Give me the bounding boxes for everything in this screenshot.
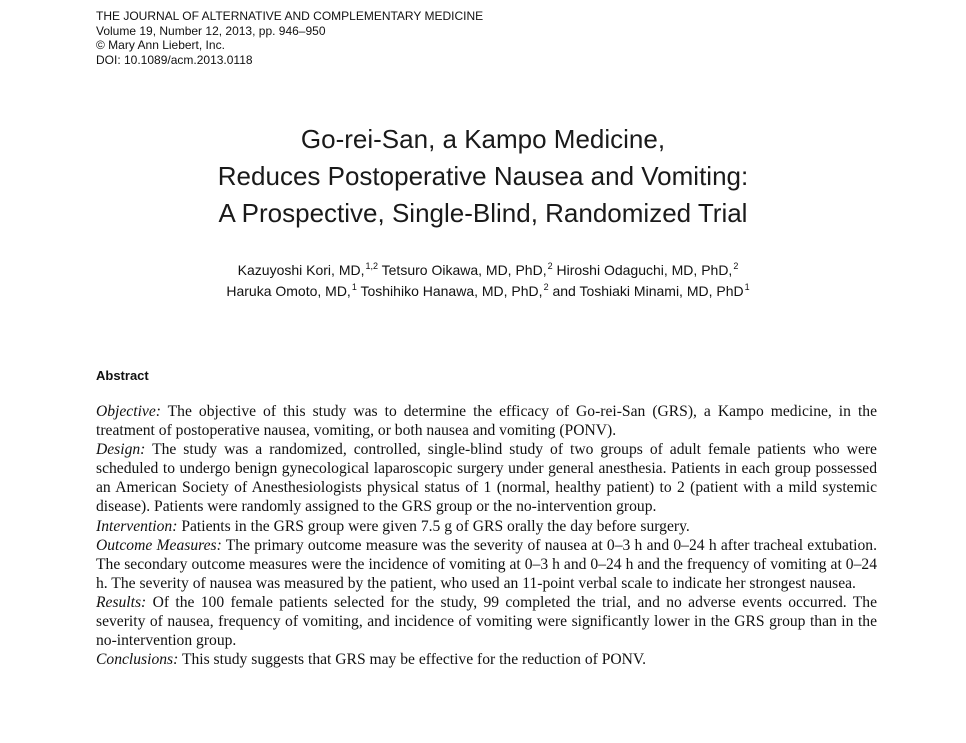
author-name: Hiroshi Odaguchi, MD, PhD, (556, 262, 733, 278)
doi-line: DOI: 10.1089/acm.2013.0118 (96, 52, 253, 67)
author-affiliation: 2 (733, 261, 739, 271)
abstract-heading: Abstract (96, 368, 149, 383)
author-list (0, 260, 966, 302)
section-text: The study was a randomized, controlled, single-blind study of two groups of adult female patients who were scheduled to undergo benign gynecological laparoscopic surgery under general anesthesia. Patients in each group possessed an American Society of Anesthesiologists physical status of 1 (normal, healthy patient) to 2 (patient with a mild systemic disease). Patients were randomly assigned to the GRS group or the no-intervention group. (96, 441, 877, 516)
section-label: Design: (96, 441, 146, 459)
copyright-line: © Mary Ann Liebert, Inc. (96, 38, 225, 52)
abstract-objective (96, 402, 877, 440)
abstract-outcome-measures (96, 536, 877, 593)
section-text: This study suggests that GRS may be effective for the reduction of PONV. (181, 651, 647, 669)
section-label: Results: (96, 593, 147, 611)
title-line-3: A Prospective, Single-Blind, Randomized Trial (218, 198, 748, 228)
section-label: Conclusions: (96, 651, 179, 669)
abstract-body (96, 402, 877, 669)
volume-line: Volume 19, Number 12, 2013, pp. 946–950 (96, 23, 326, 38)
abstract-results (96, 593, 877, 650)
author-name: Haruka Omoto, MD, (226, 283, 351, 299)
author-affiliation: 1,2 (365, 261, 378, 271)
section-text: The primary outcome measure was the severity of nausea at 0–3 h and 0–24 h after tracheal extubation. The secondary outcome measures were the incidence of vomiting at 0–3 h and 0–24 h and the frequency of vomiting at 0–24 h. The severity of nausea was measured by the patient, who used an 11-point verbal scale to indicate her strongest nausea. (96, 536, 878, 592)
section-text: Patients in the GRS group were given 7.5 g of GRS orally the day before surgery. (181, 517, 690, 535)
journal-header (96, 9, 483, 67)
author-line-2 (10, 281, 966, 302)
section-label: Objective: (96, 403, 161, 420)
author-name: Toshihiko Hanawa, MD, PhD, (360, 283, 543, 299)
journal-name: THE JOURNAL OF ALTERNATIVE AND COMPLEMENTARY MEDICINE (96, 9, 484, 23)
author-affiliation: 1 (351, 282, 357, 292)
title-line-1: Go-rei-San, a Kampo Medicine, (300, 124, 666, 154)
author-name: Tetsuro Oikawa, MD, PhD, (381, 262, 547, 278)
section-label: Intervention: (96, 517, 178, 535)
abstract-conclusions (96, 650, 877, 669)
section-label: Outcome Measures: (96, 536, 222, 554)
title-line-2: Reduces Postoperative Nausea and Vomiting: (217, 161, 749, 191)
author-affiliation: 2 (543, 282, 549, 292)
section-text: Of the 100 female patients selected for the study, 99 completed the trial, and no adverse events occurred. The severity of nausea, frequency of vomiting, and incidence of vomiting were significantly lower in the GRS group than in the no-intervention group. (96, 593, 877, 650)
section-text: The objective of this study was to determine the efficacy of Go-rei-San (GRS), a Kampo medicine, in the treatment of postoperative nausea, vomiting, or both nausea and vomiting (PONV). (96, 403, 877, 440)
article-title (0, 121, 966, 232)
abstract-design (96, 440, 877, 516)
author-name: and Toshiaki Minami, MD, PhD (552, 283, 744, 299)
author-line-1 (10, 260, 966, 281)
author-affiliation: 2 (547, 261, 553, 271)
author-affiliation: 1 (744, 282, 750, 292)
author-name: Kazuyoshi Kori, MD, (237, 262, 365, 278)
abstract-intervention (96, 517, 877, 536)
